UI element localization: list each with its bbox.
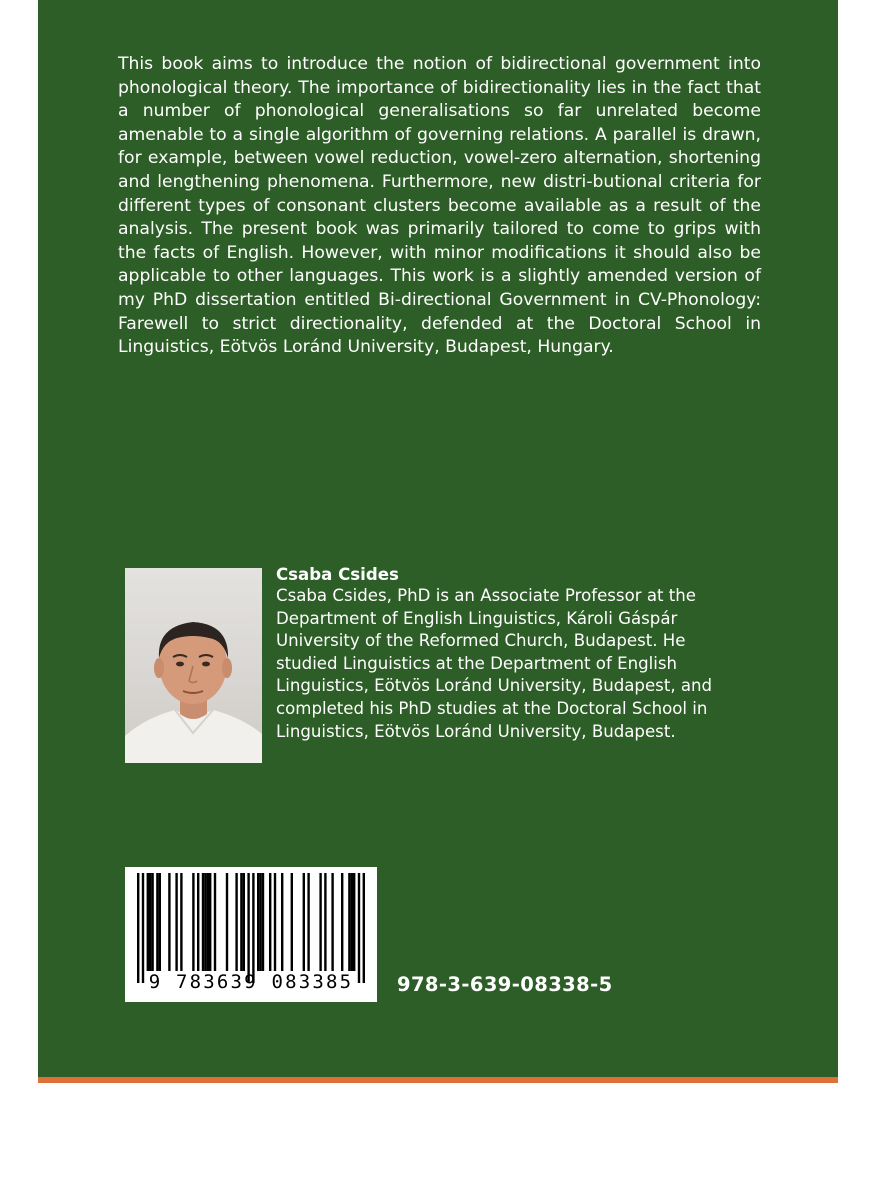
barcode-bar [243, 873, 245, 971]
barcode-bar [307, 873, 309, 971]
barcode-bar [341, 873, 343, 971]
barcode-bar [274, 873, 276, 971]
barcode-bar [156, 873, 158, 971]
author-photo [125, 568, 262, 763]
barcode-bar [151, 873, 153, 971]
barcode-bar [137, 873, 139, 983]
barcode-bar [303, 873, 305, 971]
barcode-bar [168, 873, 170, 971]
book-description: This book aims to introduce the notion of bidirectional government into phonological theory. The importance of bidirectionality lies in the fact that a number of phonological generalisations so far unrelated become amenable to a single algorithm of governing relations. A parallel is drawn, for example, between vowel reduction, vowel-zero alternation, shortening and lengthening phenomena. Furthermore, new distri-butional criteria for different types of consonant clusters become available as a result of the analysis. The present book was primarily tailored to come to grips with the facts of English. However, with minor modifications it should also be applicable to other languages. This work is a slightly amended version of my PhD dissertation entitled Bi-directional Government in CV-Phonology: Farewell to strict directionality, defended at the Doctoral School in Linguistics, Eötvös Loránd University, Budapest, Hungary. [118, 54, 761, 358]
barcode-bar [207, 873, 209, 971]
barcode-bar [147, 873, 149, 971]
barcode-digits: 9 783639 083385 [148, 971, 354, 993]
barcode-bar [353, 873, 355, 971]
barcode-bar [142, 873, 144, 983]
barcode-bar [319, 873, 321, 971]
barcode-bar [269, 873, 271, 971]
barcode-bar [240, 873, 242, 971]
barcode-bar [257, 873, 259, 971]
barcode-bar [192, 873, 194, 971]
barcode-bar [197, 873, 199, 971]
barcode-bar [204, 873, 206, 971]
barcode-bar [262, 873, 264, 971]
isbn-barcode [125, 867, 377, 1002]
barcode-bar [180, 873, 182, 971]
barcode-bar [209, 873, 211, 971]
barcode-bar [247, 873, 249, 983]
isbn-number: 978-3-639-08338-5 [397, 973, 613, 996]
barcode-bar [252, 873, 254, 983]
barcode-bar [214, 873, 216, 971]
barcode-bar [331, 873, 333, 971]
barcode-bar [281, 873, 283, 971]
barcode-bar [235, 873, 237, 971]
barcode-bar [363, 873, 365, 983]
barcode-bar [202, 873, 204, 971]
barcode-bar [324, 873, 326, 971]
barcode-bar [291, 873, 293, 971]
author-portrait-image [125, 568, 262, 763]
barcode-bar [159, 873, 161, 971]
barcode-bar [149, 873, 151, 971]
orange-bottom-strip [38, 1077, 838, 1083]
barcode-bar [259, 873, 261, 971]
barcode-bar [348, 873, 350, 971]
barcode-bar [351, 873, 353, 971]
barcode-bar [226, 873, 228, 971]
author-name: Csaba Csides [276, 565, 399, 584]
barcode-bar [358, 873, 360, 983]
author-bio: Csaba Csides, PhD is an Associate Professor at the Department of English Linguistics, Károli Gáspár University of the Reformed Church, Budapest. He studied Linguistics at the Department of English Linguistics, Eötvös Loránd University, Budapest, and completed his PhD studies at the Doctoral School in Linguistics, Eötvös Loránd University, Budapest. [276, 586, 713, 741]
barcode-bar [175, 873, 177, 971]
